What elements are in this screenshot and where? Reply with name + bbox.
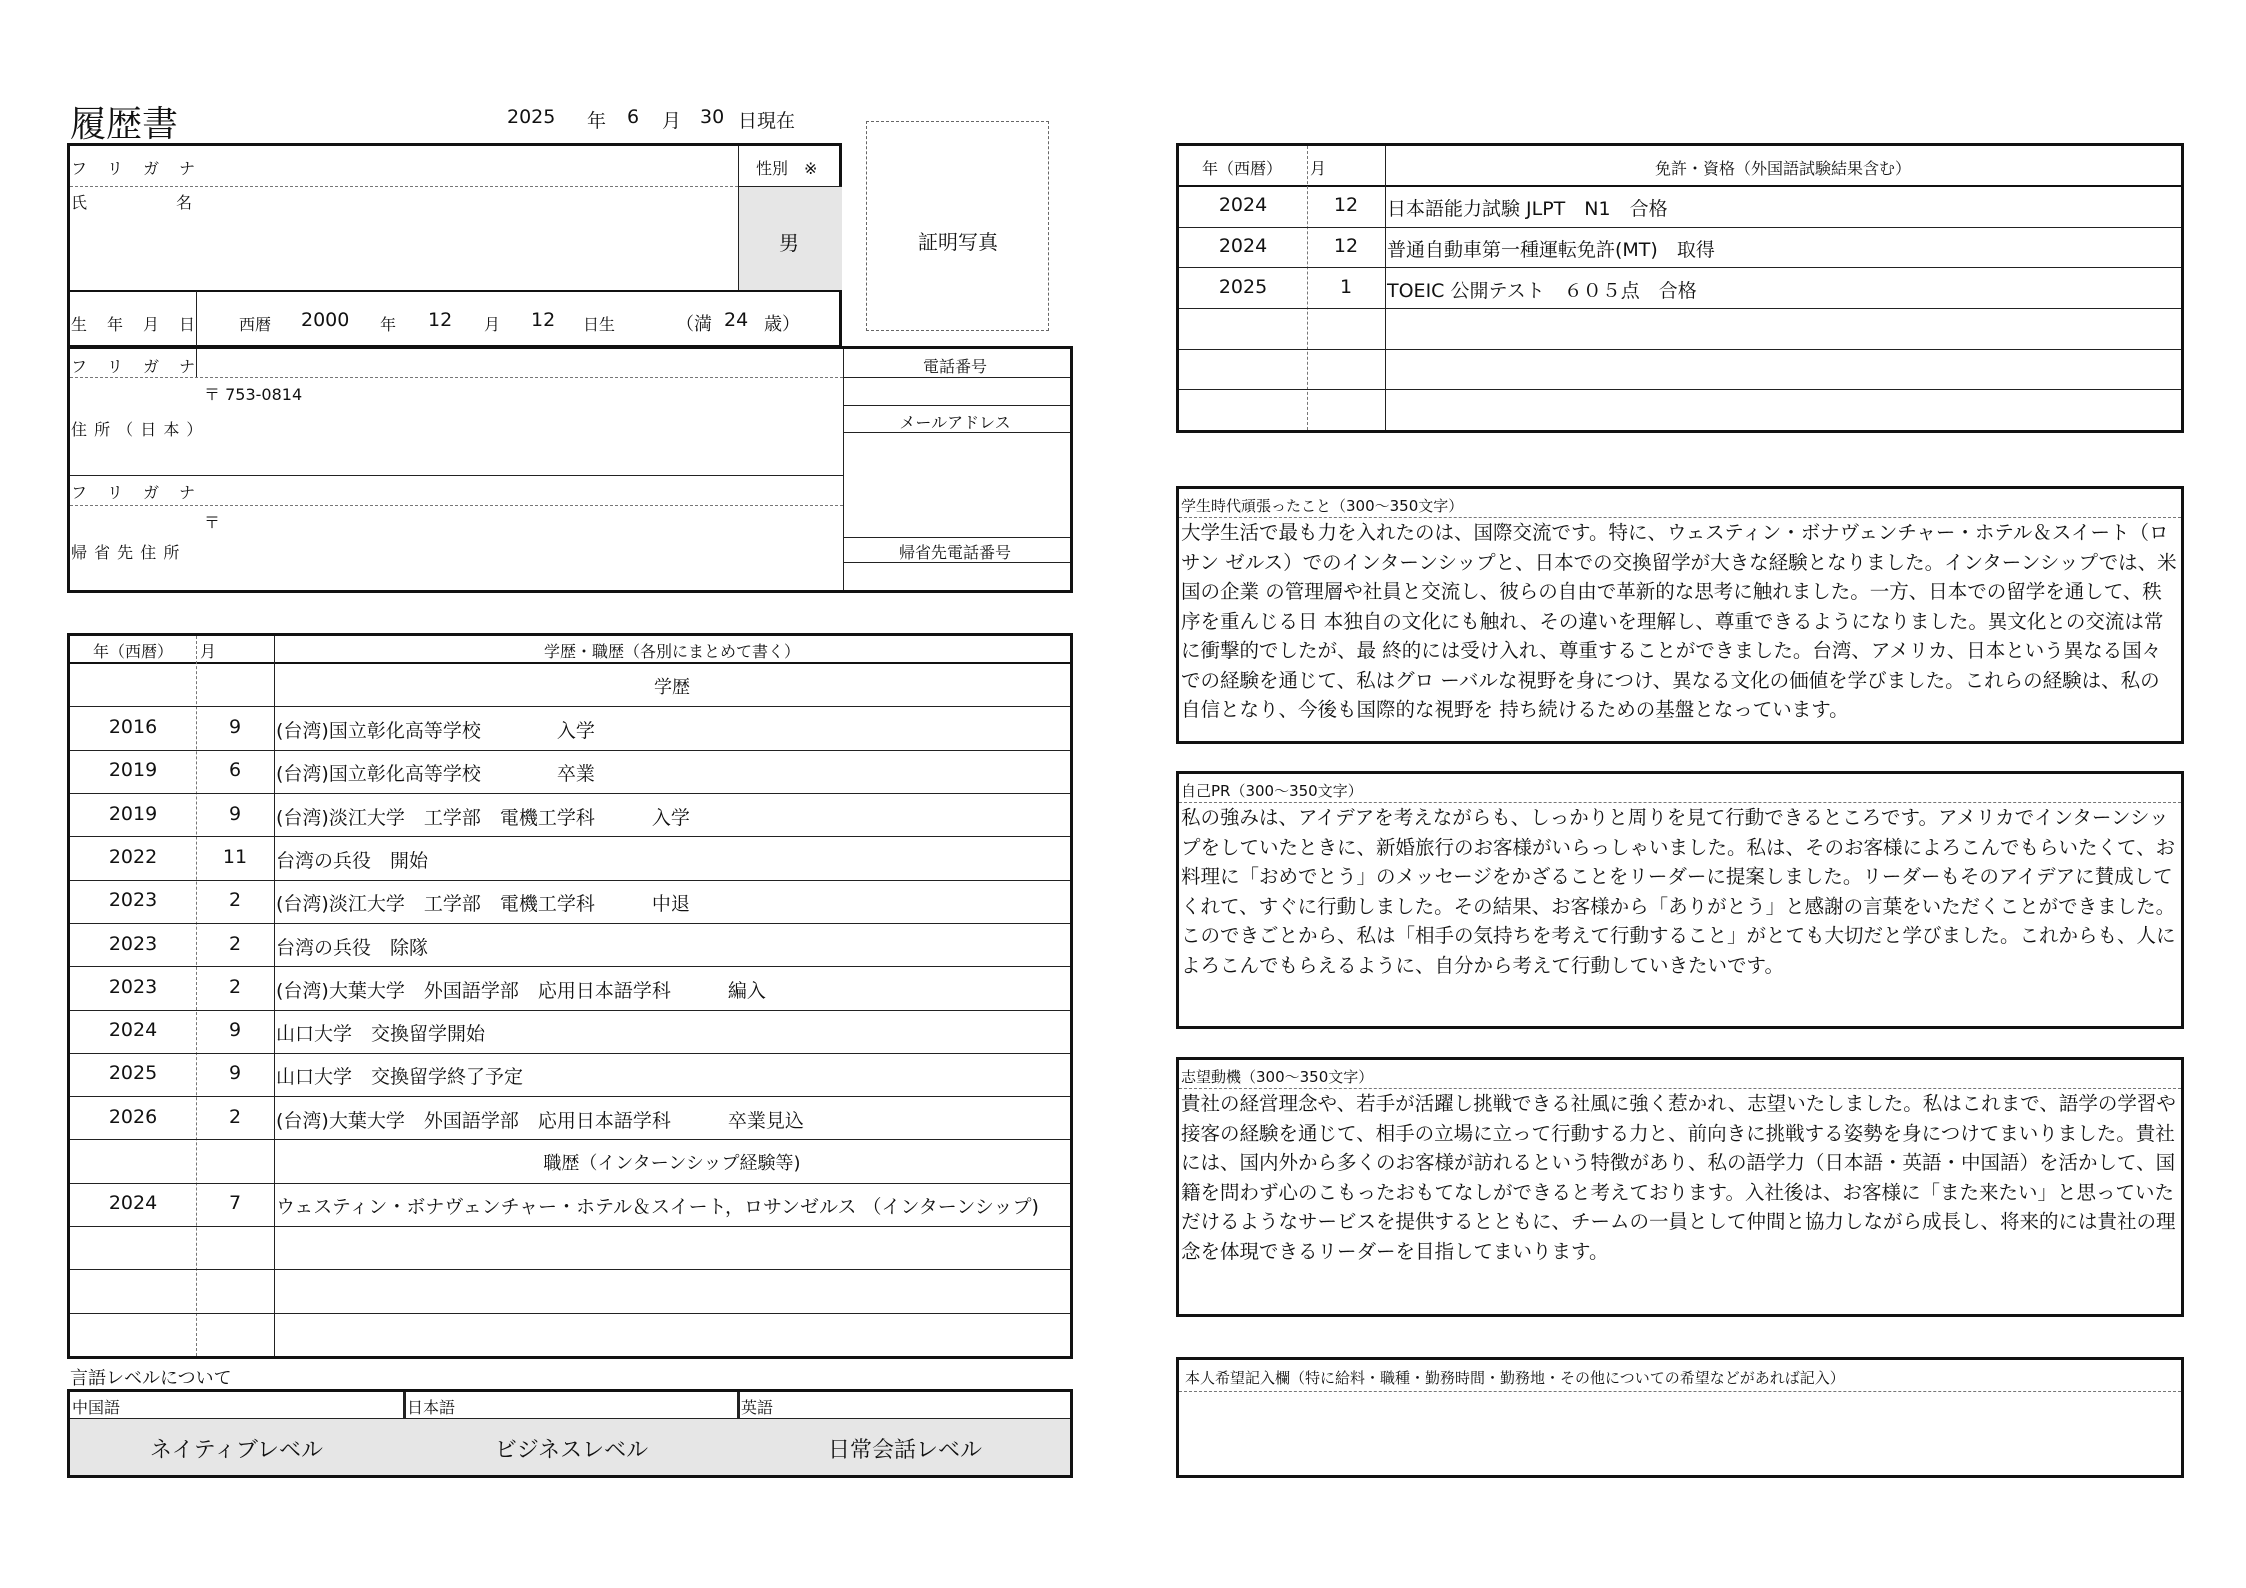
language-level-english[interactable]: 日常会話レベル bbox=[827, 1438, 982, 1463]
student-life-text[interactable]: 大学生活で最も力を入れたのは、国際交流です。特に、ウェスティン・ボナヴェンチャー・ホテル＆スイート（ロサン ゼルス）でのインターンシップと、日本での交換留学が大きな経験となりました。インターンシップでは、米国の企業 の管理層や社員と交流し、彼らの自由で革新的な思考に触れました。一方、日本での留学を通して、秩序を重んじる日 本独自の文化にも触れ、その違いを理解し、尊重できるようになりました。異文化との交流は常に衝撃的でしたが、最 終的には受け入れ、尊重することができました。台湾、アメリカ、日本という異なる国々での経験を通じて、私はグロ ーバルな視野を身につけ、異なる文化の価値を学びました。これらの経験は、私の自信となり、今後も国際的な視野を 持ち続けるための基盤となっています。 bbox=[1181, 521, 2177, 721]
education-header-year: 年（西暦） bbox=[92, 642, 173, 661]
page-title: 履歴書 bbox=[70, 104, 179, 145]
row-month[interactable]: 6 bbox=[228, 759, 242, 782]
education-table bbox=[67, 633, 1073, 1359]
gender-label: 性別 ※ bbox=[756, 159, 818, 178]
row-content[interactable]: 普通自動車第一種運転免許(MT) 取得 bbox=[1387, 238, 1715, 261]
row-year[interactable]: 2022 bbox=[108, 845, 158, 868]
row-year[interactable]: 2023 bbox=[108, 932, 158, 955]
licenses-table bbox=[1176, 143, 2184, 433]
language-level-japanese[interactable]: ビジネスレベル bbox=[494, 1438, 649, 1463]
table-row bbox=[70, 1313, 1070, 1356]
row-content[interactable]: 山口大学 交換留学開始 bbox=[276, 1023, 486, 1046]
email-label: メールアドレス bbox=[899, 413, 1011, 432]
row-month[interactable]: 11 bbox=[222, 845, 248, 868]
table-row bbox=[1179, 308, 2181, 349]
table-row bbox=[70, 1010, 1070, 1053]
photo-label: 証明写真 bbox=[918, 230, 998, 254]
table-row bbox=[70, 880, 1070, 923]
license-header-year: 年（西暦） bbox=[1201, 159, 1282, 178]
row-content[interactable]: ウェスティン・ボナヴェンチャー・ホテル＆スイート，ロサンゼルス （インターンシップ) bbox=[276, 1196, 1039, 1219]
birth-year-label: 年 bbox=[380, 315, 397, 334]
table-row bbox=[70, 1269, 1070, 1312]
row-year[interactable]: 2025 bbox=[108, 1062, 158, 1085]
languages-title: 言語レベルについて bbox=[70, 1368, 232, 1389]
row-content[interactable]: (台湾)淡江大学 工学部 電機工学科 中退 bbox=[276, 893, 690, 916]
row-month[interactable]: 7 bbox=[228, 1192, 242, 1215]
language-name-english: 英語 bbox=[741, 1398, 774, 1417]
license-header-content: 免許・資格（外国語試験結果含む） bbox=[1654, 159, 1911, 178]
language-name-japanese: 日本語 bbox=[407, 1398, 456, 1417]
birth-year[interactable]: 2000 bbox=[301, 309, 350, 331]
home-phone-label: 帰省先電話番号 bbox=[898, 543, 1011, 562]
date-year-label: 年 bbox=[587, 110, 607, 132]
age-open: （満 bbox=[676, 314, 712, 335]
table-row bbox=[70, 1183, 1070, 1226]
row-month[interactable]: 12 bbox=[1333, 194, 1359, 217]
row-year[interactable]: 2025 bbox=[1218, 275, 1268, 298]
row-content[interactable]: (台湾)大葉大学 外国語学部 応用日本語学科 編入 bbox=[276, 979, 766, 1002]
date-day: 30 bbox=[700, 106, 725, 128]
row-year[interactable]: 2023 bbox=[108, 889, 158, 912]
table-row bbox=[1179, 349, 2181, 390]
self-pr-text[interactable]: 私の強みは、アイデアを考えながらも、しっかりと周りを見て行動できるところです。アメリカでインターンシップをしていたときに、新婚旅行のお客様がいらっしゃいました。私は、そのお客様によろこんでもらいたくて、お料理に「おめでとう」のメッセージをかざることをリーダーに提案しました。リーダーもそのアイデアに賛成してくれて、すぐに行動しました。その結果、お客様から「ありがとう」と感謝の言葉をいただくことができました。このできごとから、私は「相手の気持ちを考えて行動すること」がとても大切だと学びました。これからも、人によろこんでもらえるように、自分から考えて行動していきたいです。 bbox=[1181, 806, 2176, 977]
row-year[interactable]: 2023 bbox=[108, 975, 158, 998]
row-month[interactable]: 12 bbox=[1333, 234, 1359, 257]
motivation-text[interactable]: 貴社の経営理念や、若手が活躍し挑戦できる社風に強く惹かれ、志望いたしました。私はこれまで、語学の学習や接客の経験を通じて、相手の立場に立って行動する力と、前向きに挑戦する姿勢を身につけてまいりました。貴社には、国内外から多くのお客様が訪れるという特徴があり、私の語学力（日本語・英語・中国語）を活かして、国籍を問わず心のこもったおもてなしができると考えております。入社後は、お客様に「また来たい」と思っていただけるようなサービスを提供するとともに、チームの一員として仲間と協力しながら成長し、将来的には貴社の理念を体現できるリーダーを目指してまいります。 bbox=[1181, 1092, 2176, 1263]
row-month[interactable]: 2 bbox=[228, 1105, 242, 1128]
date-year: 2025 bbox=[507, 106, 556, 128]
age-close: 歳） bbox=[764, 314, 800, 335]
row-month[interactable]: 9 bbox=[228, 802, 242, 825]
row-month[interactable]: 2 bbox=[228, 975, 242, 998]
section-heading: 職歴（インターンシップ経験等) bbox=[543, 1153, 801, 1175]
motivation-label: 志望動機（300〜350文字） bbox=[1181, 1068, 1374, 1086]
student-life-section bbox=[1176, 486, 2184, 744]
birth-month[interactable]: 12 bbox=[428, 309, 453, 331]
birth-day-label: 日生 bbox=[583, 315, 616, 334]
row-content[interactable]: 山口大学 交換留学終了予定 bbox=[276, 1066, 524, 1089]
row-year[interactable]: 2024 bbox=[108, 1019, 158, 1042]
row-content[interactable]: TOEIC 公開テスト ６０５点 合格 bbox=[1387, 279, 1697, 302]
table-row bbox=[70, 966, 1070, 1009]
row-year[interactable]: 2019 bbox=[108, 802, 158, 825]
table-row bbox=[1179, 389, 2181, 430]
birth-day[interactable]: 12 bbox=[531, 309, 556, 331]
row-month[interactable]: 2 bbox=[228, 889, 242, 912]
row-month[interactable]: 2 bbox=[228, 932, 242, 955]
table-row bbox=[70, 1096, 1070, 1139]
table-row bbox=[70, 1226, 1070, 1269]
row-month[interactable]: 9 bbox=[228, 715, 242, 738]
name-label-2: 名 bbox=[176, 193, 193, 212]
date-month: 6 bbox=[627, 106, 640, 128]
home-furigana-label: フ リ ガ ナ bbox=[71, 483, 198, 502]
postal-code[interactable]: 〒 753-0814 bbox=[204, 385, 303, 404]
row-month[interactable]: 1 bbox=[1339, 275, 1353, 298]
row-year[interactable]: 2026 bbox=[108, 1105, 158, 1128]
wishes-section bbox=[1176, 1357, 2184, 1478]
row-year[interactable]: 2024 bbox=[1218, 194, 1268, 217]
date-day-suffix: 日現在 bbox=[738, 110, 796, 132]
row-content[interactable]: (台湾)大葉大学 外国語学部 応用日本語学科 卒業見込 bbox=[276, 1109, 804, 1132]
row-content[interactable]: 台湾の兵役 開始 bbox=[276, 849, 429, 872]
phone-label: 電話番号 bbox=[922, 357, 987, 376]
license-header-month: 月 bbox=[1310, 159, 1327, 178]
address-label: 住 所 （ 日 本 ） bbox=[71, 420, 204, 439]
table-row bbox=[70, 706, 1070, 749]
era-label: 西暦 bbox=[239, 315, 272, 334]
home-postal-mark: 〒 bbox=[204, 513, 221, 532]
row-month[interactable]: 9 bbox=[228, 1062, 242, 1085]
self-pr-label: 自己PR（300〜350文字） bbox=[1181, 782, 1363, 800]
self-pr-section bbox=[1176, 771, 2184, 1029]
language-level-chinese[interactable]: ネイティブレベル bbox=[150, 1438, 323, 1463]
motivation-section bbox=[1176, 1057, 2184, 1317]
table-row bbox=[70, 923, 1070, 966]
table-row bbox=[70, 836, 1070, 879]
table-row bbox=[70, 750, 1070, 793]
name-label-1: 氏 bbox=[71, 193, 88, 212]
gender-value[interactable]: 男 bbox=[779, 231, 799, 255]
table-row bbox=[1179, 267, 2181, 308]
wishes-label: 本人希望記入欄（特に給料・職種・勤務時間・勤務地・その他についての希望などがあれば記入） bbox=[1185, 1369, 1845, 1387]
row-month[interactable]: 9 bbox=[228, 1019, 242, 1042]
row-year[interactable]: 2016 bbox=[108, 715, 158, 738]
row-content[interactable]: (台湾)国立彰化高等学校 卒業 bbox=[276, 763, 595, 786]
table-row bbox=[70, 1139, 1070, 1182]
birth-label: 生 年 月 日 bbox=[71, 315, 198, 334]
student-life-label: 学生時代頑張ったこと（300〜350文字） bbox=[1181, 497, 1464, 515]
section-heading: 学歴 bbox=[654, 676, 690, 698]
row-content[interactable]: 台湾の兵役 除隊 bbox=[276, 936, 429, 959]
languages-section bbox=[67, 1389, 1073, 1478]
age-value[interactable]: 24 bbox=[724, 309, 749, 331]
row-content[interactable]: (台湾)淡江大学 工学部 電機工学科 入学 bbox=[276, 806, 690, 829]
education-header-month: 月 bbox=[200, 642, 217, 661]
date-month-label: 月 bbox=[662, 110, 682, 132]
home-address-label: 帰 省 先 住 所 bbox=[71, 543, 181, 562]
table-row bbox=[70, 793, 1070, 836]
row-year[interactable]: 2019 bbox=[108, 759, 158, 782]
table-row bbox=[1179, 227, 2181, 268]
table-row bbox=[1179, 186, 2181, 227]
wishes-input-area[interactable] bbox=[1179, 1392, 2181, 1475]
birth-month-label: 月 bbox=[484, 315, 501, 334]
address-furigana-label: フ リ ガ ナ bbox=[71, 357, 198, 376]
furigana-label: フ リ ガ ナ bbox=[71, 159, 198, 178]
table-row bbox=[70, 663, 1070, 706]
row-content[interactable]: 日本語能力試験 JLPT N1 合格 bbox=[1387, 198, 1668, 221]
language-name-chinese: 中国語 bbox=[72, 1398, 121, 1417]
row-year[interactable]: 2024 bbox=[108, 1192, 158, 1215]
row-content[interactable]: (台湾)国立彰化高等学校 入学 bbox=[276, 719, 595, 742]
table-row bbox=[70, 1053, 1070, 1096]
row-year[interactable]: 2024 bbox=[1218, 234, 1268, 257]
education-header-content: 学歴・職歴（各別にまとめて書く） bbox=[543, 642, 800, 661]
